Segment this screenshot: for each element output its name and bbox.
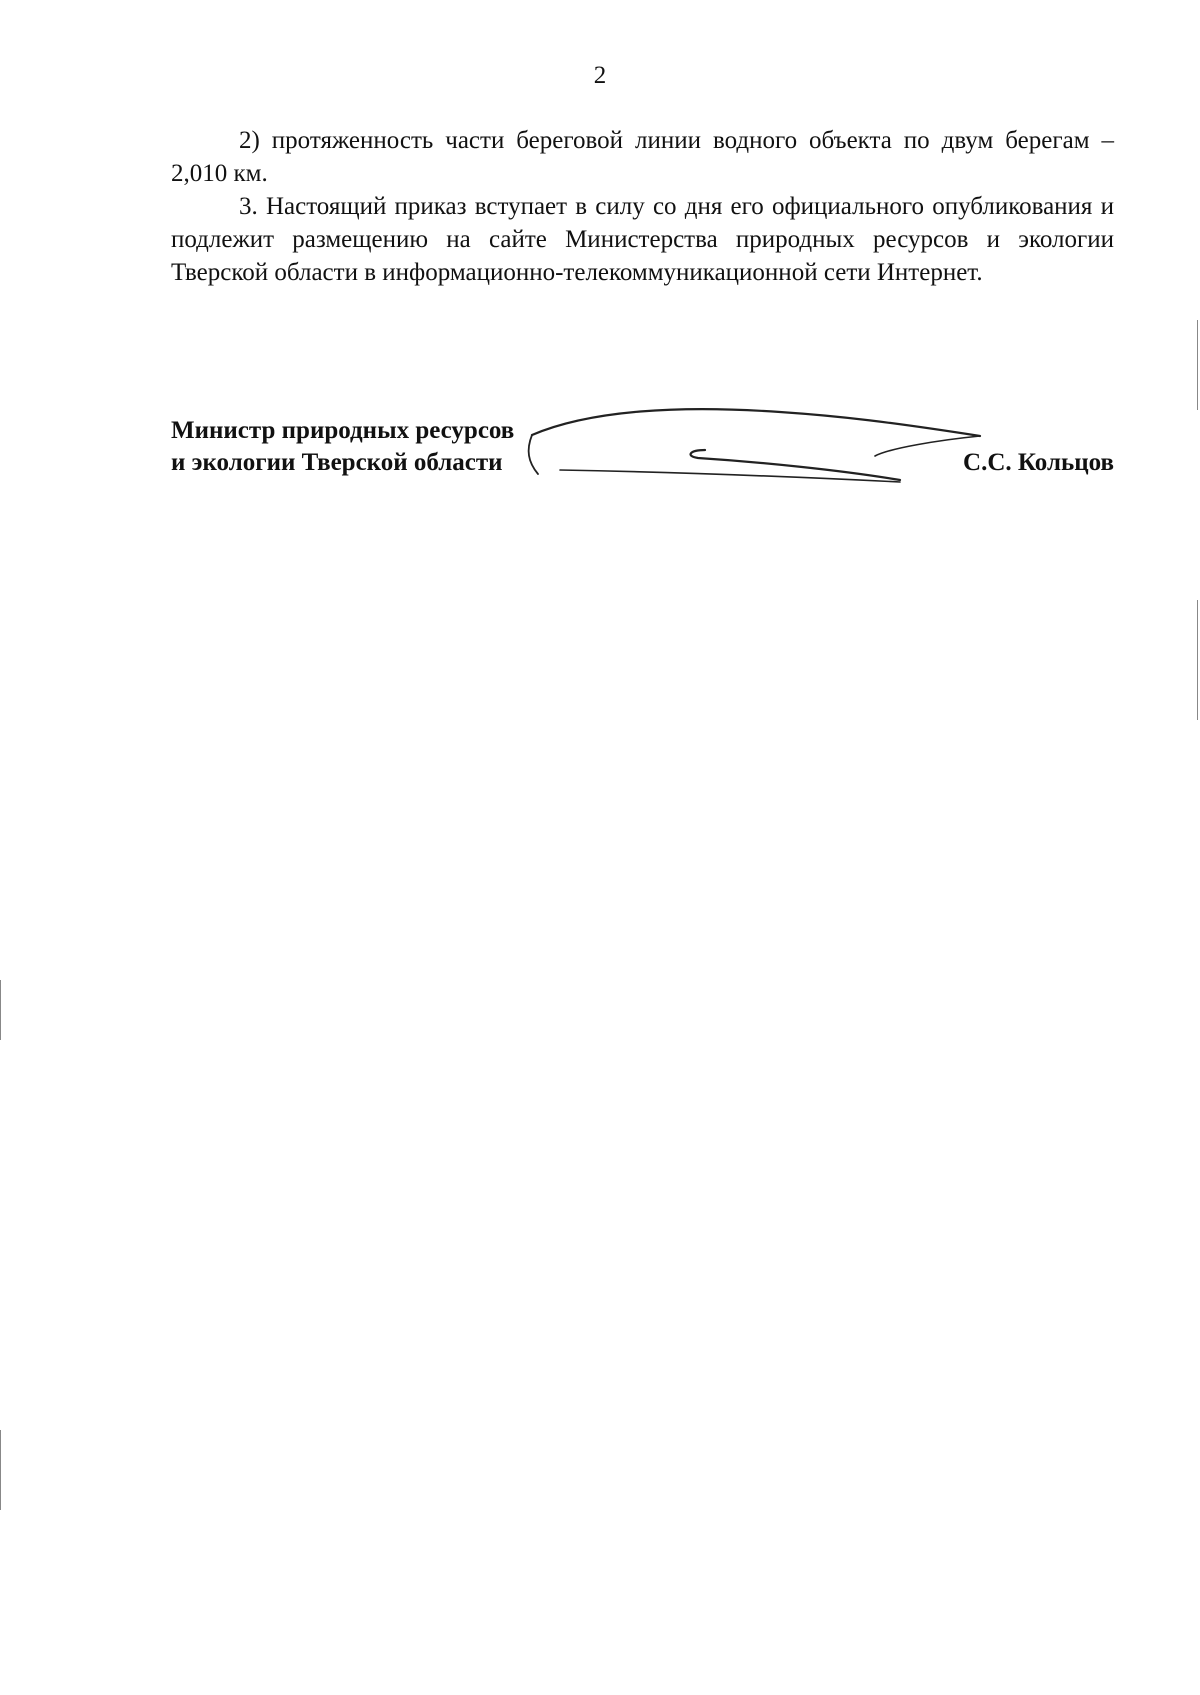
- paragraph-text: Настоящий приказ вступает в силу со дня его официального опубликования и подлежит размещению на сайте Министерства природных ресурсов и экологии Тверской области в информационно-телекоммуникационной сети Интернет.: [171, 193, 1114, 286]
- paragraph-number: 3.: [239, 193, 258, 220]
- signer-title-line-1: Министр природных ресурсов: [171, 417, 515, 444]
- paragraph-text: протяженность части береговой линии водного объекта по двум берегам – 2,010 км.: [171, 127, 1114, 187]
- paragraph-number: 2): [239, 127, 260, 154]
- handwritten-signature: [520, 400, 1000, 510]
- document-body: [171, 124, 1114, 289]
- signer-title: [171, 415, 514, 479]
- scan-edge-mark: [1197, 320, 1198, 410]
- scan-edge-mark: [0, 980, 1, 1040]
- paragraph-item-2: [171, 124, 1114, 190]
- signer-name: С.С. Кольцов: [963, 449, 1114, 476]
- page-number: 2: [593, 62, 607, 89]
- scan-edge-mark: [0, 1430, 1, 1510]
- signer-title-line-2: и экологии Тверской области: [171, 449, 503, 476]
- paragraph-item-3: [171, 190, 1114, 289]
- scan-edge-mark: [1197, 600, 1198, 720]
